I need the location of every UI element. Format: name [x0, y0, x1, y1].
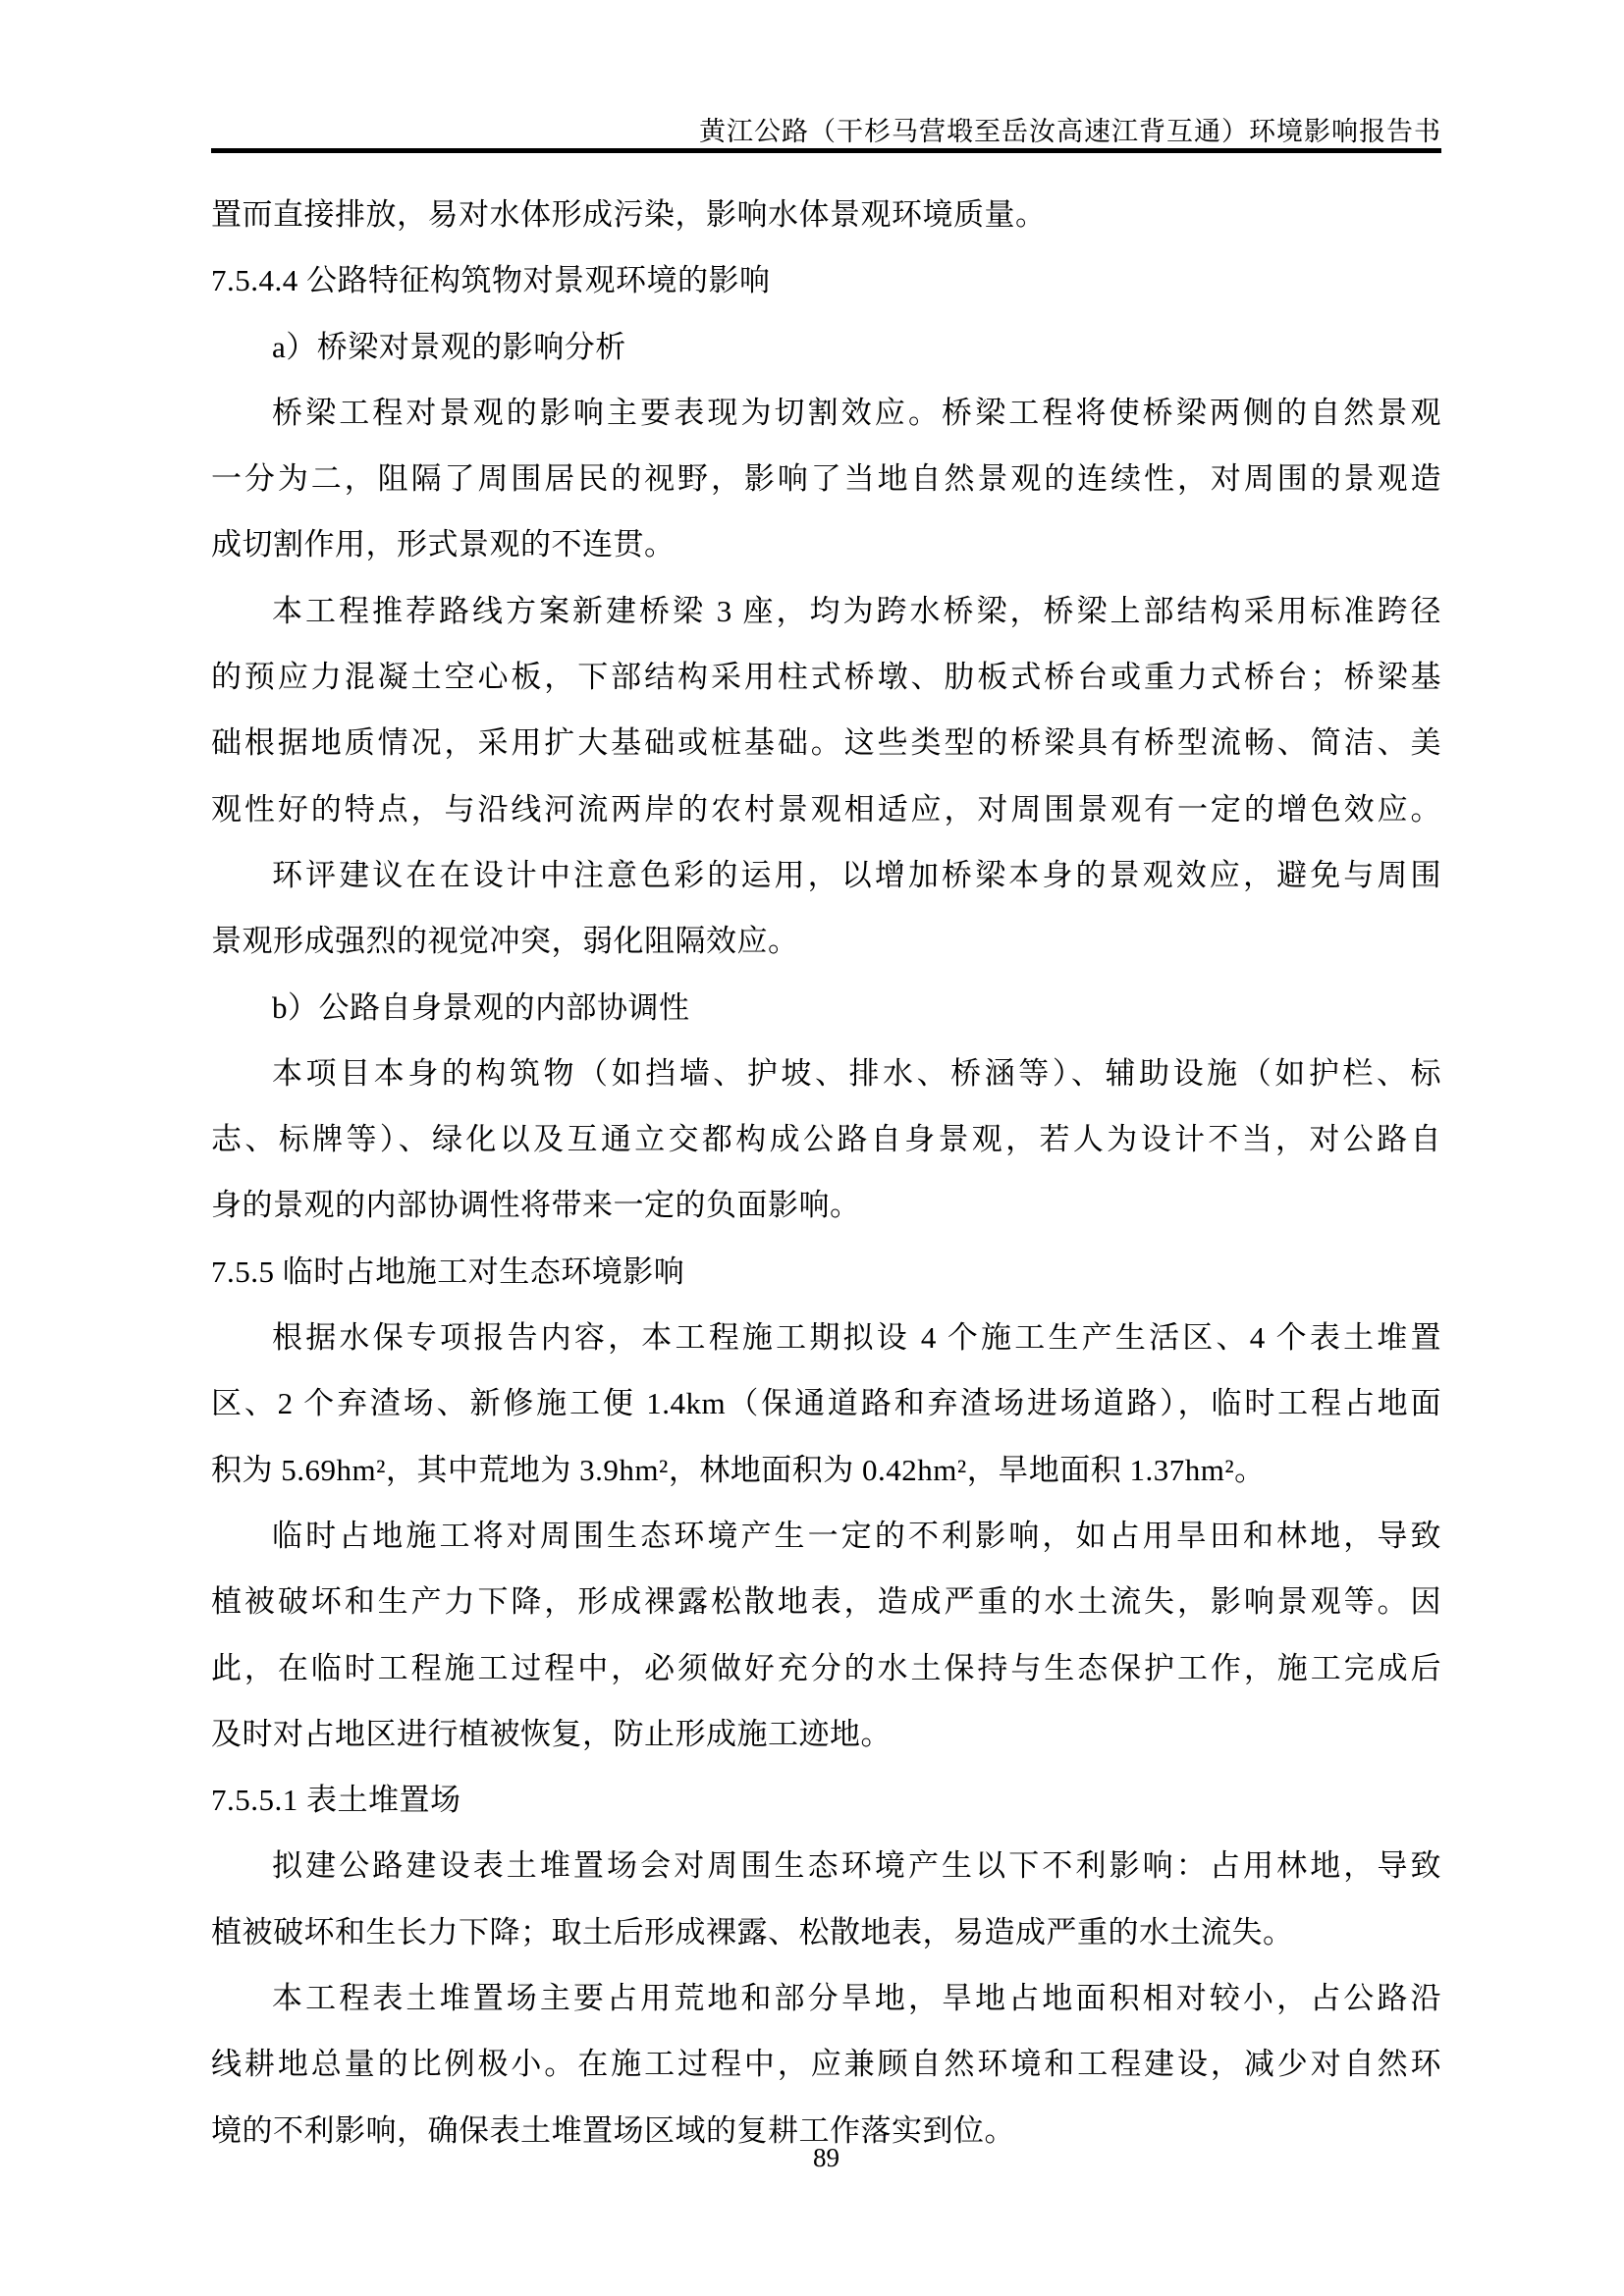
text-line: 身的景观的内部协调性将带来一定的负面影响。: [211, 1188, 861, 1223]
page-header-title: 黄江公路（干杉马营塅至岳汝高速江背互通）环境影响报告书: [699, 117, 1441, 146]
text-line: 植被破坏和生产力下降，形成裸露松散地表，造成严重的水土流失，影响景观等。因: [211, 1584, 1441, 1620]
text-line: 本项目本身的构筑物（如挡墙、护坡、排水、桥涵等）、辅助设施（如护栏、标: [272, 1055, 1441, 1091]
text-line: 置而直接排放，易对水体形成污染，影响水体景观环境质量。: [211, 197, 1047, 232]
text-line: 区、2 个弃渣场、新修施工便 1.4km（保通道路和弃渣场进场道路），临时工程占地面: [211, 1386, 1441, 1421]
text-line: 的预应力混凝土空心板，下部结构采用柱式桥墩、肋板式桥台或重力式桥台；桥梁基: [211, 660, 1441, 695]
section-heading: 7.5.5.1 表土堆置场: [211, 1783, 461, 1818]
text-line: 此，在临时工程施工过程中，必须做好充分的水土保持与生态保护工作，施工完成后: [211, 1650, 1441, 1685]
text-line: 础根据地质情况，采用扩大基础或桩基础。这些类型的桥梁具有桥型流畅、简洁、美: [211, 725, 1441, 761]
page-number: 89: [813, 2143, 839, 2172]
section-heading: 7.5.4.4 公路特征构筑物对景观环境的影响: [211, 263, 771, 298]
text-line: 根据水保专项报告内容，本工程施工期拟设 4 个施工生产生活区、4 个表土堆置: [272, 1320, 1441, 1356]
header-rule: [211, 148, 1441, 153]
text-line: 志、标牌等）、绿化以及互通立交都构成公路自身景观，若人为设计不当，对公路自: [211, 1122, 1441, 1157]
text-line: 境的不利影响，确保表土堆置场区域的复耕工作落实到位。: [211, 2112, 1015, 2148]
text-line: 及时对占地区进行植被恢复，防止形成施工迹地。: [211, 1716, 892, 1751]
body-text: [211, 182, 1441, 2163]
text-line: 拟建公路建设表土堆置场会对周围生态环境产生以下不利影响：占用林地，导致: [272, 1848, 1441, 1884]
text-line: 线耕地总量的比例极小。在施工过程中，应兼顾自然环境和工程建设，减少对自然环: [211, 2047, 1441, 2082]
text-line: 一分为二，阻隔了周围居民的视野，影响了当地自然景观的连续性，对周围的景观造: [211, 461, 1441, 497]
text-line: 桥梁工程对景观的影响主要表现为切割效应。桥梁工程将使桥梁两侧的自然景观: [272, 395, 1441, 430]
text-line: 积为 5.69hm²，其中荒地为 3.9hm²，林地面积为 0.42hm²，旱地面积 1.37hm²。: [211, 1452, 1266, 1487]
text-line: 植被破坏和生长力下降；取土后形成裸露、松散地表，易造成严重的水土流失。: [211, 1914, 1294, 1949]
section-heading: 7.5.5 临时占地施工对生态环境影响: [211, 1254, 685, 1289]
text-line: 本工程表土堆置场主要占用荒地和部分旱地，旱地占地面积相对较小，占公路沿: [272, 1981, 1441, 2016]
text-line: a）桥梁对景观的影响分析: [272, 329, 626, 364]
text-line: 成切割作用，形式景观的不连贯。: [211, 527, 676, 562]
text-line: b）公路自身景观的内部协调性: [272, 989, 690, 1025]
text-line: 临时占地施工将对周围生态环境产生一定的不利影响，如占用旱田和林地，导致: [272, 1518, 1441, 1553]
text-line: 环评建议在在设计中注意色彩的运用，以增加桥梁本身的景观效应，避免与周围: [272, 857, 1441, 892]
text-line: 观性好的特点，与沿线河流两岸的农村景观相适应，对周围景观有一定的增色效应。: [211, 791, 1441, 827]
text-line: 本工程推荐路线方案新建桥梁 3 座，均为跨水桥梁，桥梁上部结构采用标准跨径: [272, 593, 1441, 628]
text-line: 景观形成强烈的视觉冲突，弱化阻隔效应。: [211, 924, 799, 959]
